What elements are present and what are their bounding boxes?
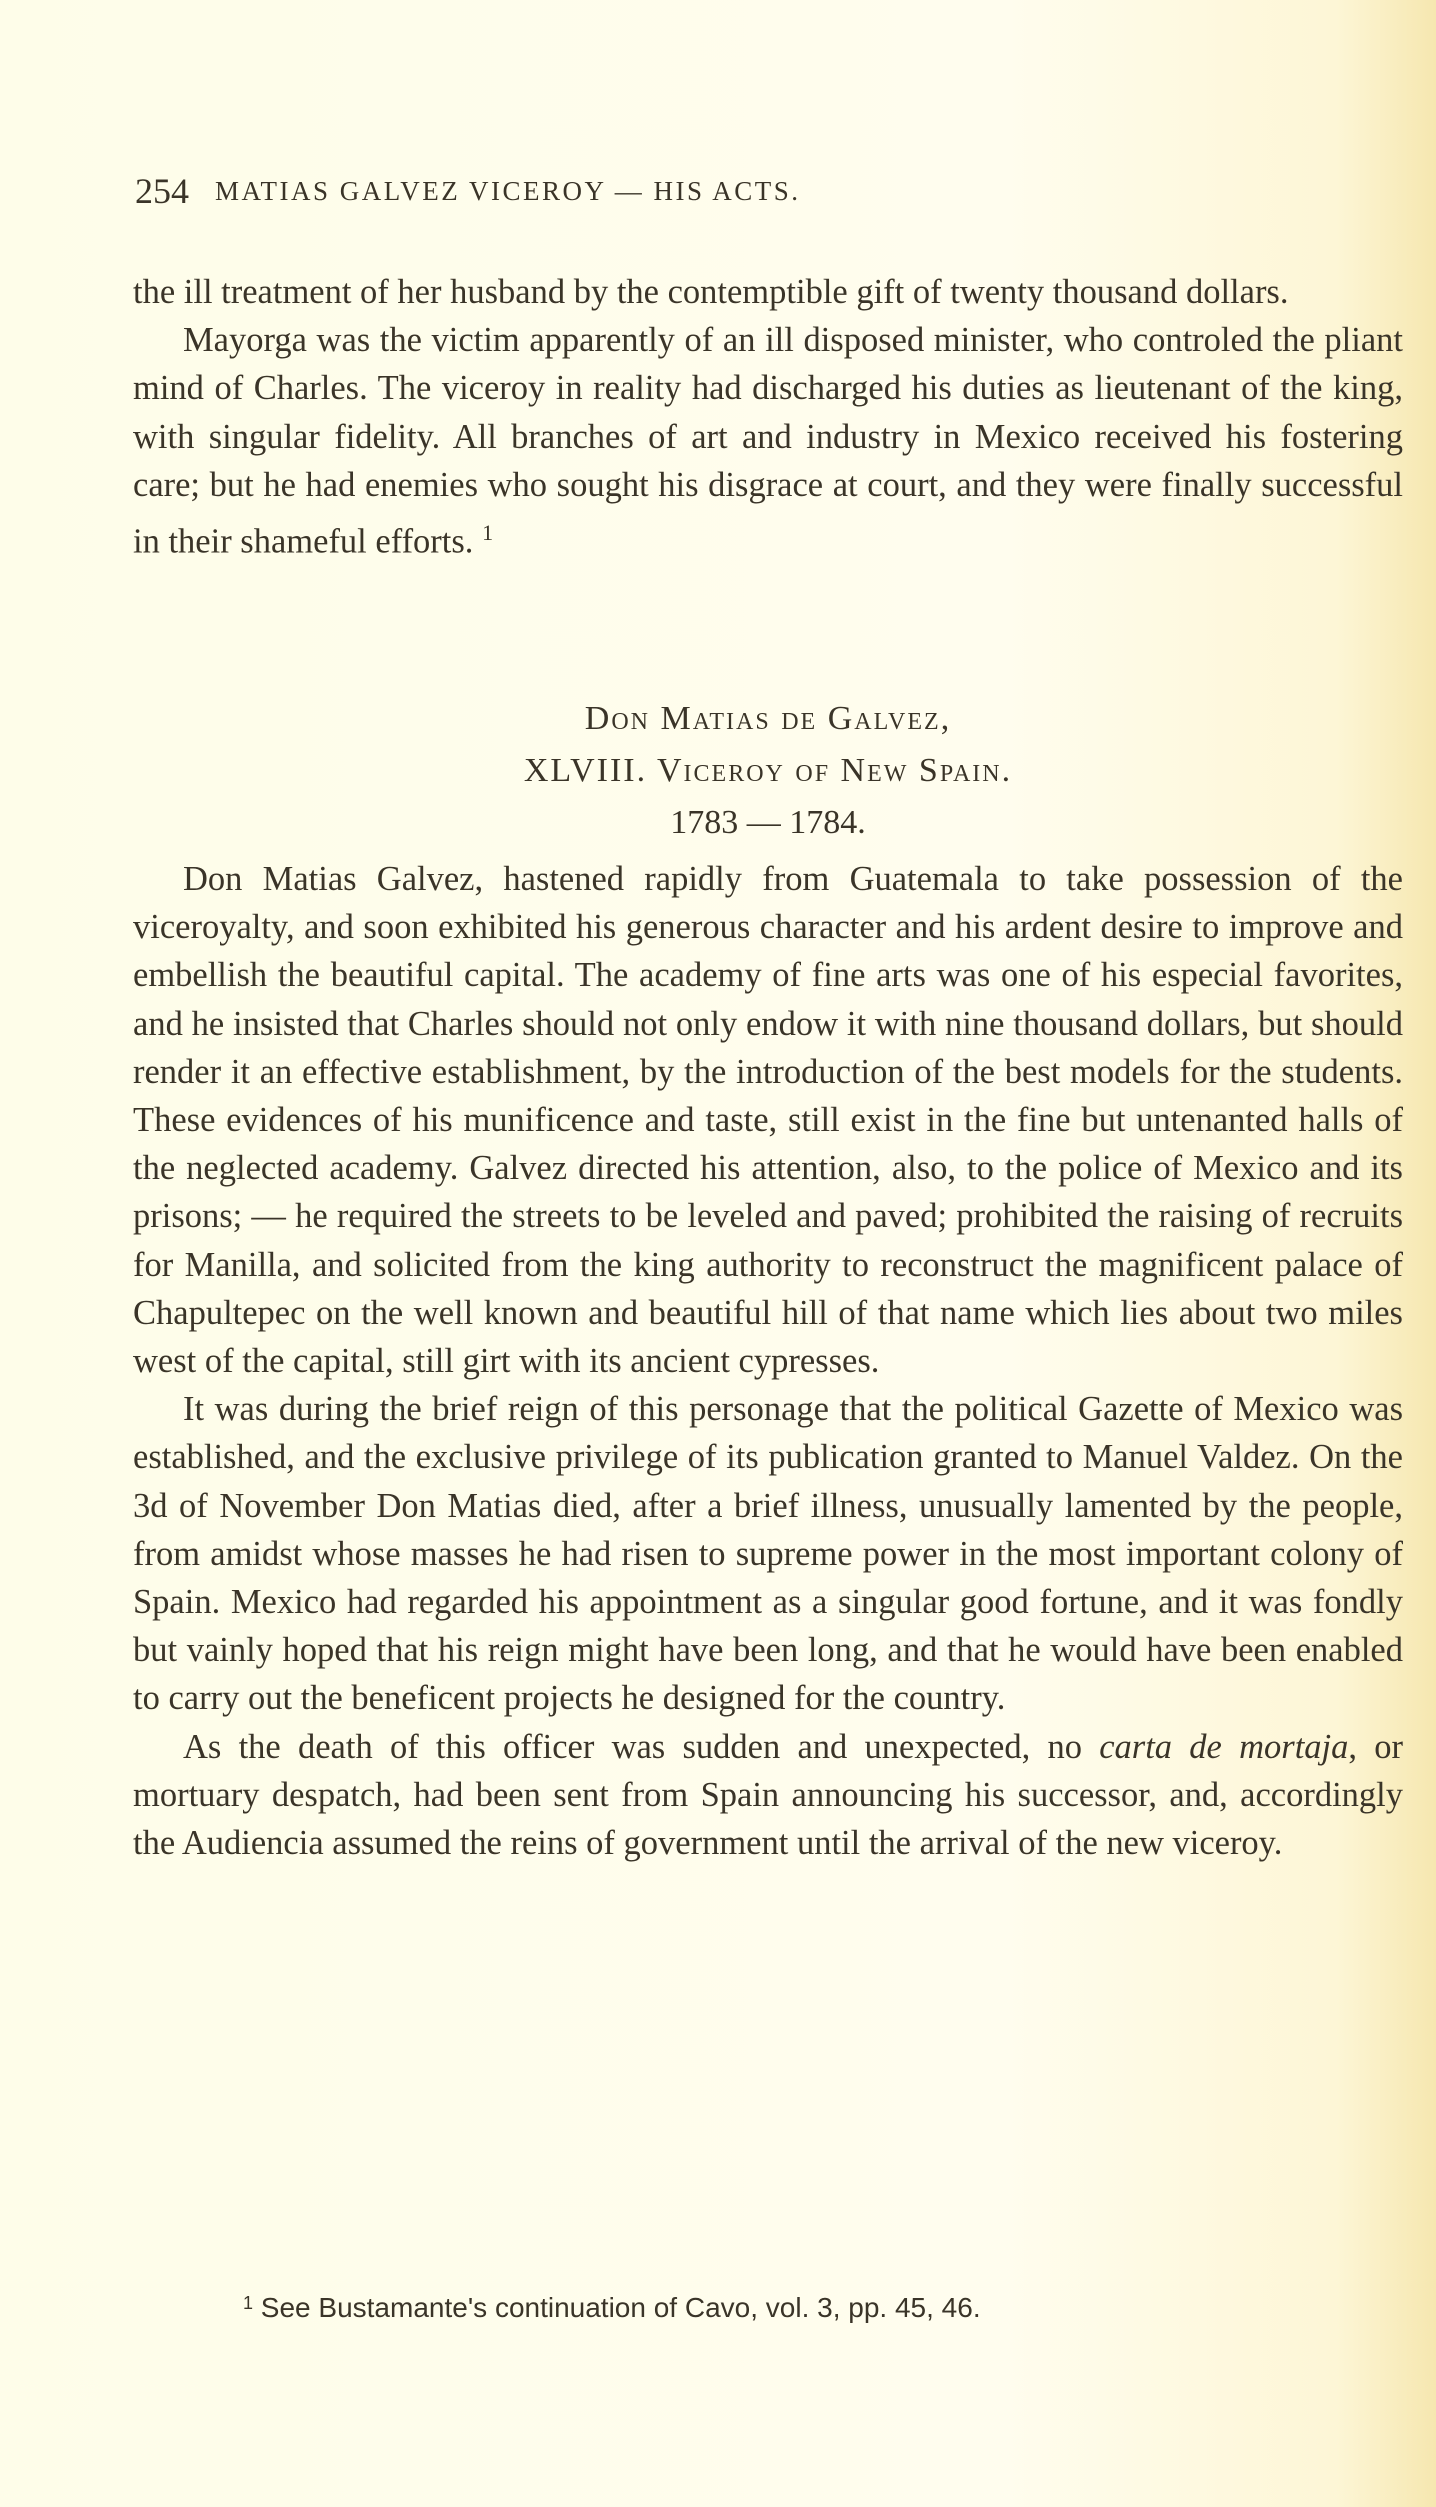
running-title: MATIAS GALVEZ VICEROY — HIS ACTS. bbox=[215, 176, 801, 206]
paragraph: Don Matias Galvez, hastened rapidly from Guatemala to take possession of the viceroyalty, and soon exhibited his generous character and his ardent desire to improve and embellish the beautiful capital. The academy of fine arts was one of his especial favorites, and he insisted that Charles should not only endow it with nine thousand dollars, but should render it an effective establishment, by the introduction of the best models for the students. These evidences of his munificence and taste, still exist in the fine but untenanted halls of the neglected academy. Galvez directed his attention, also, to the police of Mexico and its prisons; — he required the streets to be leveled and paved; prohibited the raising of recruits for Manilla, and solicited from the king authority to reconstruct the magnificent palace of Chapultepec on the well known and beautiful hill of that name which lies about two miles west of the capital, still girt with its ancient cypresses. bbox=[133, 860, 1403, 1381]
paragraph: the ill treatment of her husband by the contemptible gift of twenty thousand dollars. bbox=[133, 273, 1289, 311]
body-text-after-heading bbox=[133, 855, 1403, 1867]
paragraph: As the death of this officer was sudden and unexpected, no carta de mortaja, or mortuary despatch, had been sent from Spain announcing his successor, and, accordingly the Audiencia assumed the reins of government until the arrival of the new viceroy. bbox=[133, 1727, 1403, 1863]
section-heading-title: XLVIII. Viceroy of New Spain. bbox=[523, 752, 1013, 789]
footnote-marker: 1 bbox=[243, 2293, 254, 2313]
paragraph: Mayorga was the victim apparently of an ill disposed minister, who controled the pliant mind of Charles. The viceroy in reality had discharged his duties as lieutenant of the king, with singular fidelity. All branches of art and industry in Mexico received his fostering care; but he had enemies who sought his disgrace at court, and they were finally successful in their shameful efforts. $^1$ bbox=[133, 321, 1403, 561]
footnote-reference: 1 bbox=[482, 520, 494, 546]
page-number: 254 bbox=[135, 171, 189, 211]
running-head bbox=[133, 170, 1403, 214]
footnote bbox=[243, 2292, 981, 2324]
italic-term: carta de mortaja bbox=[1099, 1727, 1349, 1766]
paragraph: It was during the brief reign of this personage that the political Gazette of Mexico was established, and the exclusive privilege of its publication granted to Manuel Valdez. On the 3d of November Don Matias died, after a brief illness, unusually lamented by the people, from amidst whose masses he had risen to supreme power in the most important colony of Spain. Mexico had regarded his appointment as a singular good fortune, and it was fondly but vainly hoped that his reign might have been long, and that he would have been enabled to carry out the beneficent projects he designed for the country. bbox=[133, 1390, 1403, 1718]
section-heading-dates: 1783 — 1784. bbox=[670, 804, 866, 841]
section-heading-name: Don Matias de Galvez, bbox=[584, 700, 952, 737]
body-text-before-heading bbox=[133, 268, 1403, 566]
footnote-text: See Bustamante's continuation of Cavo, vol. 3, pp. 45, 46. bbox=[260, 2292, 981, 2323]
